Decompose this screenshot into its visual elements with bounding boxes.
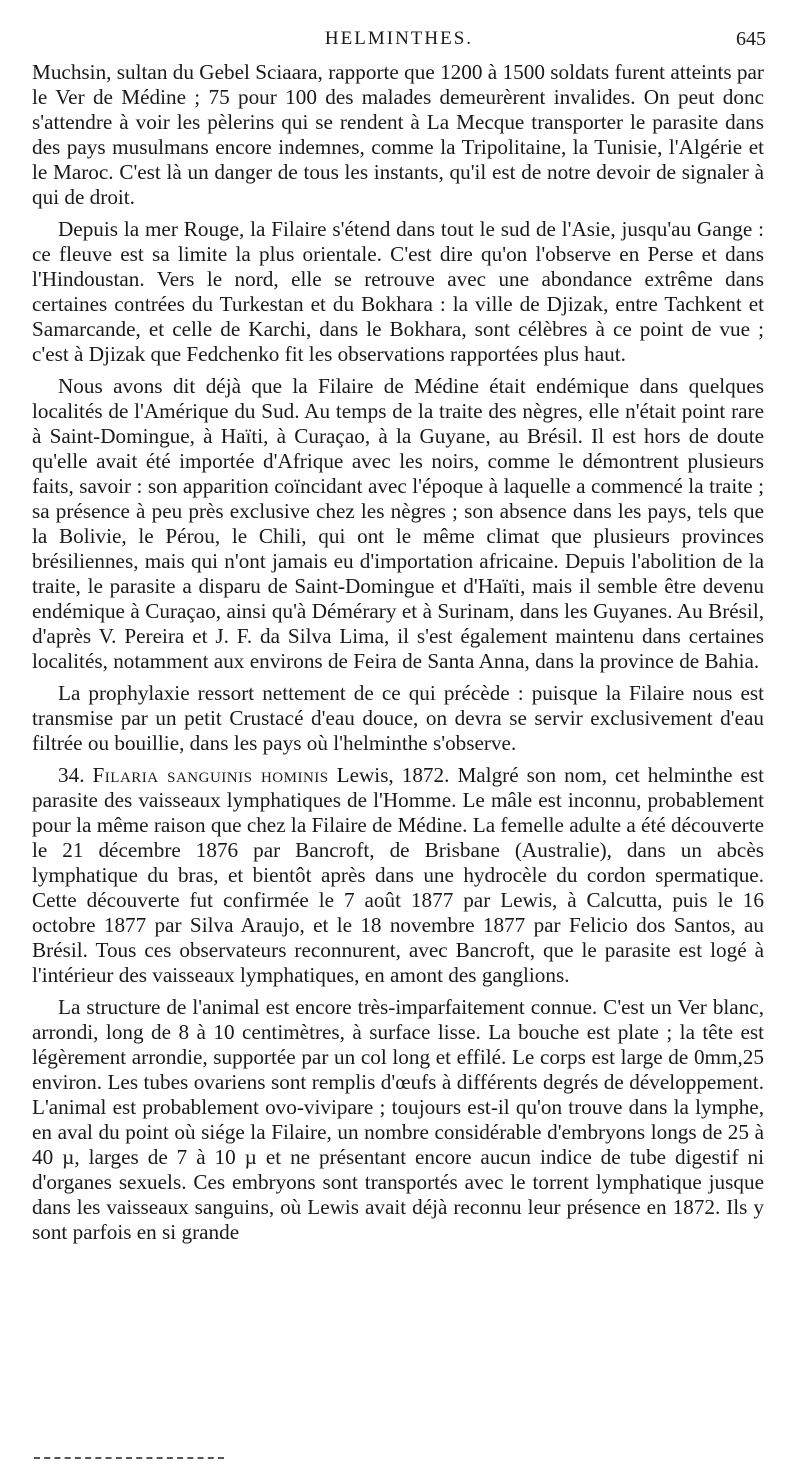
- species-entry-34: [32, 763, 764, 988]
- paragraph-2: Depuis la mer Rouge, la Filaire s'étend dans tout le sud de l'Asie, jusqu'au Gange : ce fleuve est sa limite la plus orientale. C'est dire qu'on l'observe en Perse et dans l'Hindoustan. Vers le nord, elle se retrouve avec une abondance extrême dans certaines contrées du Turkestan et du Bokhara : la ville de Djizak, entre Tachkent et Samarcande, et celle de Karchi, dans le Bokhara, sont célèbres à ce point de vue ; c'est à Djizak que Fedchenko fit les observations rapportées plus haut.: [32, 217, 764, 366]
- paragraph-6: La structure de l'animal est encore très-imparfaitement connue. C'est un Ver blanc, arrondi, long de 8 à 10 centimètres, à surface lisse. La bouche est plate ; la tête est légèrement arrondie, supportée par un col long et effilé. Le corps est large de 0mm,25 environ. Les tubes ovariens sont remplis d'œufs à différents degrés de développement. L'animal est probablement ovo-vivipare ; toujours est-il qu'on trouve dans la lymphe, en aval du point où siége la Filaire, un nombre considérable d'embryons longs de 25 à 40 µ, larges de 7 à 10 µ et ne présentant encore aucun indice de tube digestif ni d'organes sexuels. Ces embryons sont transportés avec le torrent lymphatique jusque dans les vaisseaux sanguins, où Lewis avait déjà reconnu leur présence en 1872. Ils y sont parfois en si grande: [32, 995, 764, 1244]
- footer-dashed-rule: [34, 1457, 224, 1459]
- running-header: [32, 28, 766, 58]
- species-authority: Lewis, 1872.: [336, 763, 450, 787]
- page-number: 645: [736, 28, 766, 50]
- paragraph-1: Muchsin, sultan du Gebel Sciaara, rapporte que 1200 à 1500 soldats furent atteints par le Ver de Médine ; 75 pour 100 des malades demeurèrent invalides. On peut donc s'attendre à voir les pèlerins qui se rendent à La Mecque transporter le parasite dans des pays musulmans encore indemnes, comme la Tripolitaine, la Tunisie, l'Algérie et le Maroc. C'est là un danger de tous les instants, qu'il est de notre devoir de signaler à qui de droit.: [32, 60, 764, 209]
- species-name: Filaria sanguinis hominis: [92, 763, 329, 787]
- body-text: [32, 60, 764, 1252]
- running-title: HELMINTHES.: [324, 28, 474, 49]
- entry-number: 34.: [58, 763, 85, 787]
- paragraph-3: Nous avons dit déjà que la Filaire de Médine était endémique dans quelques localités de l'Amérique du Sud. Au temps de la traite des nègres, elle n'était point rare à Saint-Domingue, à Haïti, à Curaçao, à la Guyane, au Brésil. Il est hors de doute qu'elle avait été importée d'Afrique avec les noirs, comme le démontrent plusieurs faits, savoir : son apparition coïncidant avec l'époque à laquelle a commencé la traite ; sa présence à peu près exclusive chez les nègres ; son absence dans les pays, tels que la Bolivie, le Pérou, le Chili, qui ont le même climat que plusieurs provinces brésiliennes, mais qui n'ont jamais eu d'importation africaine. Depuis l'abolition de la traite, le parasite a disparu de Saint-Domingue et d'Haïti, mais il semble être devenu endémique à Curaçao, ainsi qu'à Démérary et à Surinam, dans les Guyanes. Au Brésil, d'après V. Pereira et J. F. da Silva Lima, il s'est également maintenu dans certaines localités, notamment aux environs de Feira de Santa Anna, dans la province de Bahia.: [32, 374, 764, 673]
- entry-text: Malgré son nom, cet helminthe est parasite des vaisseaux lymphatiques de l'Homme. Le mâle est inconnu, probablement pour la même raison que chez la Filaire de Médine. La femelle adulte a été découverte le 21 décembre 1876 par Bancroft, de Brisbane (Australie), dans un abcès lymphatique du bras, et bientôt après dans une hydrocèle du cordon spermatique. Cette découverte fut confirmée le 7 août 1877 par Lewis, à Calcutta, puis le 16 octobre 1877 par Silva Araujo, et le 18 novembre 1877 par Felicio dos Santos, au Brésil. Tous ces observateurs reconnurent, avec Bancroft, que le parasite est logé à l'intérieur des vaisseaux lymphatiques, en amont des ganglions.: [32, 763, 765, 987]
- paragraph-4: La prophylaxie ressort nettement de ce qui précède : puisque la Filaire nous est transmise par un petit Crustacé d'eau douce, on devra se servir exclusivement d'eau filtrée ou bouillie, dans les pays où l'helminthe s'observe.: [32, 681, 764, 755]
